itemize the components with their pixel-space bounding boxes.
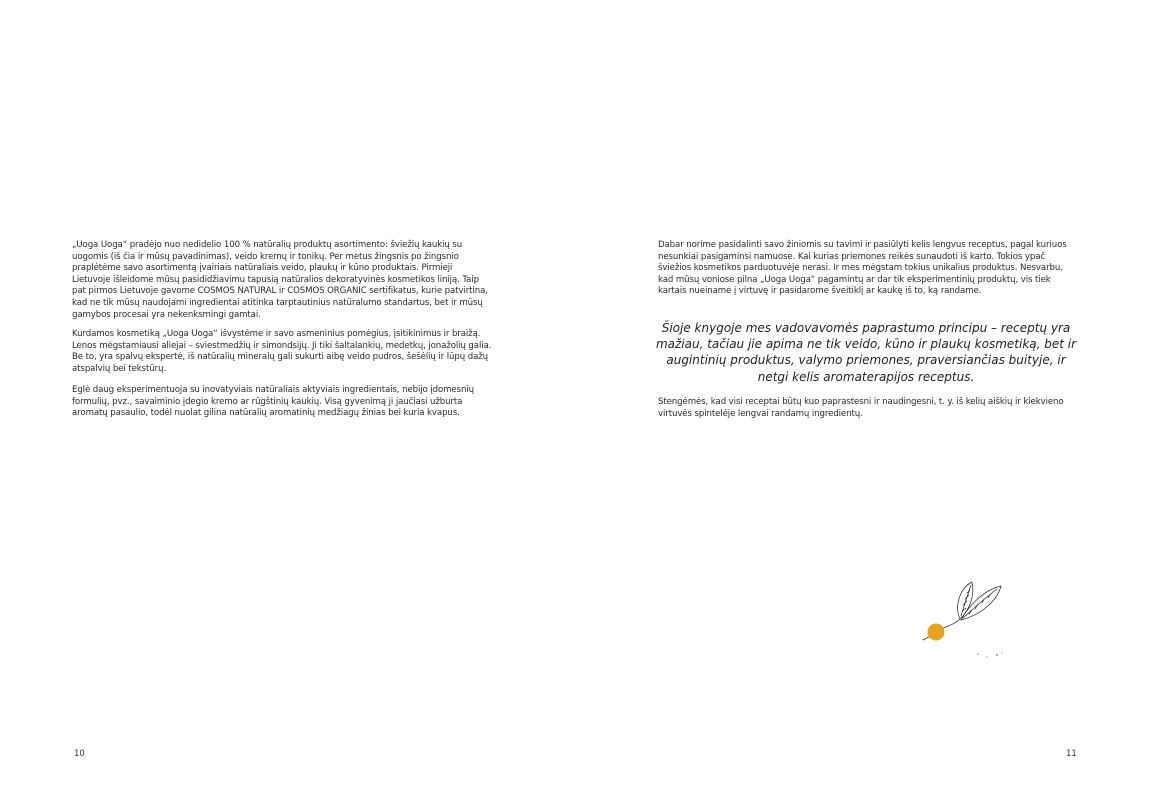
leaf-left [958, 582, 973, 619]
leaf-right [961, 586, 1001, 620]
intro-paragraph: „Uoga Uoga“ pradėjo nuo nedidelio 100 % natūralių produktų asortimento: šviežių kaukių su uogomis (iš čia ir mūsų pavadinimas), veido kremų ir tonikų. Per metus žingsnis po žingsnio praplėtėme savo asortimentą įvairiais natūraliais veido, plaukų ir kūno produktais. Pirmieji Lietuvoje išleidome mūsų pasididžiavimu tapusią natūralios dekoratyvinės kosmetikos liniją. Taip pat pirmos Lietuvoje gavome COSMOS NATURAL ir COSMOS ORGANIC sertifikatus, kurie patvirtina, kad ne tik mūsų naudojami ingredientai atitinka tarptautinius natūralumo standartus, bet ir mūsų gamybos procesai yra nekenksmingi gamtai. [72, 240, 488, 320]
page-number-left: 10 [74, 749, 85, 759]
orange-berry [928, 624, 945, 641]
berry-leaves-icon [905, 570, 1020, 665]
egle-paragraph: Eglė daug eksperimentuoja su inovatyviais natūraliais aktyviais ingredientais, nebijo įdomesnių formulių, pvz., savaiminio įdegio kremo ar rūgštinių kaukių. Visą gyvenimą ji jaučiasi užburta aromatų pasaulio, todėl nuolat gilina natūralių aromatinių medžiagų žinias bei kuria kvapus. [72, 385, 474, 419]
closing-paragraph: Stengėmės, kad visi receptai būtų kuo paprastesni ir naudingesni, t. y. iš kelių aiškių ir kiekvieno virtuvės spintelėje lengvai randamų ingredientų. [658, 397, 1064, 419]
principle-quote: Šioje knygoje mes vadovavomės paprastumo principu – receptų yra mažiau, tačiau jie apima ne tik veido, kūno ir plaukų kosmetiką, bet ir augintinių produktus, valymo priemones, praversiančias buityje, ir netgi kelis aromaterapijos receptus. [655, 321, 1077, 384]
right-intro-paragraph: Dabar norime pasidalinti savo žiniomis su tavimi ir pasiūlyti kelis lengvus receptus, pagal kuriuos nesunkiai pasigaminsi namuose. Kai kurias priemones reikės sunaudoti iš karto. Tokios ypač šviežios kosmetikos parduotuvėje nerasi. Ir mes mėgstam tokius unikalius produktus. Nesvarbu, kad mūsų voniose pilna „Uoga Uoga“ pagamintų ar dar tik eksperimentinių produktų, vis tiek kartais nueiname į virtuvę ir pasidarome šveitiklį ar kaukę iš to, ką randame. [658, 240, 1067, 297]
page-number-right: 11 [1066, 749, 1077, 759]
lena-paragraph: Kurdamos kosmetiką „Uoga Uoga“ išvystėme ir savo asmeninius pomėgius, įsitikinimus ir braižą. Lenos mėgstamiausi aliejai – sviestmedžių ir simondsijų. Ji tiki šaltalankių, medetkų, jonažolių galia. Be to, yra spalvų ekspertė, iš natūralių mineralų gali sukurti aibę veido pudros, šešėlių ir lūpų dažų atspalvių bei tekstūrų. [72, 329, 492, 374]
